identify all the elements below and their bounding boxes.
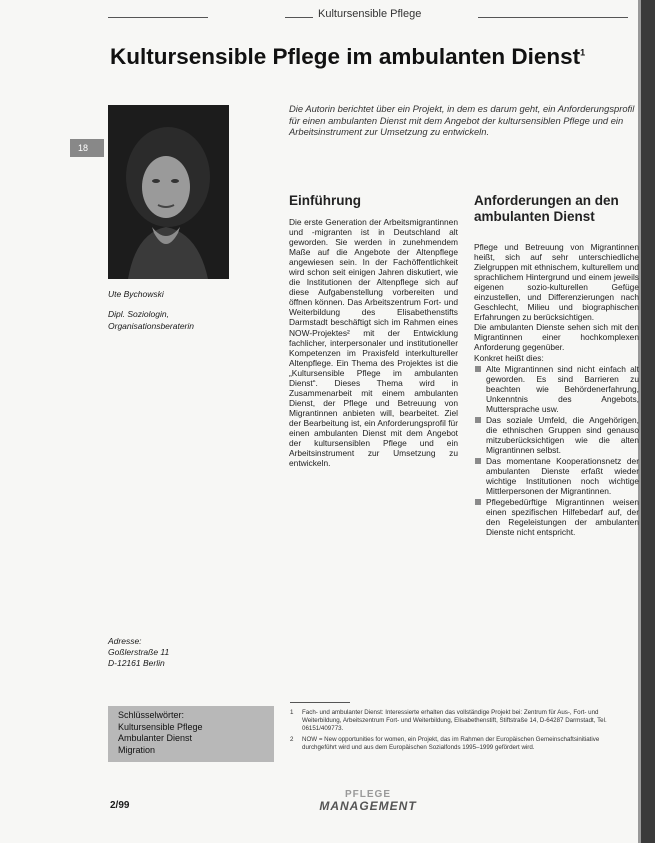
page-number: 2/99 [110, 800, 130, 811]
article-title [110, 44, 585, 70]
footnote-mark: 1 [290, 709, 294, 716]
footnote-rule [290, 702, 350, 703]
anforderungen-list [474, 364, 639, 538]
heading-einfuehrung: Einführung [289, 193, 361, 208]
address-city: D-12161 Berlin [108, 658, 165, 668]
author-portrait-image [108, 105, 229, 279]
address-label: Adresse: [108, 636, 142, 646]
author-name: Ute Bychowski [108, 289, 164, 299]
column-left [289, 217, 458, 468]
column-right [474, 242, 639, 537]
address-street: Goßlerstraße 11 [108, 647, 170, 657]
header-rule-left [108, 17, 208, 18]
keyword-item: Ambulanter Dienst [118, 733, 193, 743]
header-rule-right [478, 17, 628, 18]
magazine-logo [318, 790, 418, 812]
footnote [290, 709, 626, 733]
author-info [108, 288, 194, 332]
list-item: Alte Migrantinnen sind nicht einfach alt geworden. Es sind Barrieren zu beachten wie Behördenerfahrung, Unkenntnis des Angebots, Muttersprache usw. [474, 364, 639, 414]
anforderungen-body-3: Konkret heißt dies: [474, 352, 544, 363]
author-role: Dipl. Soziologin, [108, 309, 169, 319]
logo-line-1: PFLEGE [344, 789, 391, 800]
article-lead: Die Autorin berichtet über ein Projekt, in dem es darum geht, ein Anforderungsprofil für einen ambulanten Dienst mit dem Angebot der kultursensiblen Pflege und ein Arbeitsinstrument zur Umsetzung zu entwickeln. [289, 103, 635, 137]
list-item: Das momentane Kooperationsnetz der ambulanten Dienste erfaßt wieder wichtige Institutionen noch wichtige Mittlerpersonen der Migrantinnen. [474, 456, 639, 496]
author-role-2: Organisationsberaterin [108, 321, 194, 331]
keywords-label: Schlüsselwörter: [118, 710, 185, 720]
keyword-item: Kultursensible Pflege [118, 721, 203, 732]
author-address [108, 636, 169, 669]
running-header: Kultursensible Pflege [318, 8, 422, 20]
footnote [290, 736, 626, 752]
list-item: Das soziale Umfeld, die Angehörigen, die ethnischen Gruppen sind genauso mitzuberücksichtigen wie die alten Migrantinnen selbst. [474, 415, 639, 455]
title-footnote-mark: 1 [580, 47, 586, 58]
keyword-item: Migration [118, 744, 156, 755]
header-rule-mid [285, 17, 313, 18]
logo-line-2: MANAGEMENT [319, 799, 417, 813]
heading-anforderungen: Anforderungen an den ambulanten Dienst [474, 193, 619, 224]
keywords-box [108, 706, 274, 762]
footnote-text: Fach- und ambulanter Dienst: Interessierte erhalten das vollständige Projekt bei: Zentrum für Aus-, Fort- und Weiterbildung, Arbeitszentrum Fort- und Weiterbildung, Elisabethenstift, Stiftstraße 14, D-64287 Darmstadt, Tel. 06151/409773. [302, 709, 607, 732]
list-item: Pflegebedürftige Migrantinnen weisen einen spezifischen Hilfebedarf auf, der den Regeleistungen der ambulanten Dienste nicht entspricht. [474, 497, 639, 537]
article-title-text: Kultursensible Pflege im ambulanten Dienst [110, 44, 581, 69]
footnote-mark: 2 [290, 736, 294, 743]
book-spine-shadow [641, 0, 655, 843]
author-photo [108, 105, 229, 279]
footnote-text: NOW = New opportunities for women, ein Projekt, das im Rahmen der Europäischen Gemeinschaftsinitiative durchgeführt wird und aus dem Europäischen Sozialfonds 1995–1999 gefördert wird. [302, 736, 600, 751]
section-tab: 18 [70, 139, 104, 157]
anforderungen-body-2: Die ambulanten Dienste sehen sich mit den Migrantinnen einer hochkomplexen Anforderung gegenüber. [474, 322, 639, 353]
einfuehrung-body: Die erste Generation der Arbeitsmigrantinnen und -migranten ist in Deutschland alt geworden. Sie werden in zunehmendem Maße auf die Angebote der Altenpflege angewiesen sein. In der Fachöffentlichkeit wird schon seit einigen Jahren diskutiert, wie die Institutionen der Altenpflege sich auf diese Aufgabenstellung vorbereiten und öffnen können. Das Arbeitszentrum Fort- und Weiterbildung des Elisabethenstifts Darmstadt beschäftigt sich im Rahmen eines NOW-Projektes² mit der Entwicklung fachlicher, interpersonaler und institutioneller Kompetenzen im Praxisfeld interkultureller Altenpflege. Ein Thema des Projektes ist die „Kultursensible Pflege im ambulanten Dienst“. Dieses Thema wird in Zusammenarbeit mit einem ambulanten Dienst, der Pflege und Betreuung von Migrantinnen anbieten will, bearbeitet. Ziel der Bearbeitung ist, ein Anforderungsprofil für einen ambulanten Dienst mit dem Angebot der kultursensiblen Pflege und ein Arbeitsinstrument zur Umsetzung zu entwickeln. [289, 217, 458, 469]
footnotes [290, 709, 626, 755]
anforderungen-body-1: Pflege und Betreuung von Migrantinnen heißt, sich auf sehr unterschiedliche Zielgruppen mit ethnischem, kulturellem und sprachlichem Hintergrund und einem jeweils eigenen sozio-kulturellen Gefüge einzustellen, und Differenzierungen nach Geschlecht, Milieu und biographischen Erfahrungen zu berücksichtigen. [474, 242, 639, 323]
